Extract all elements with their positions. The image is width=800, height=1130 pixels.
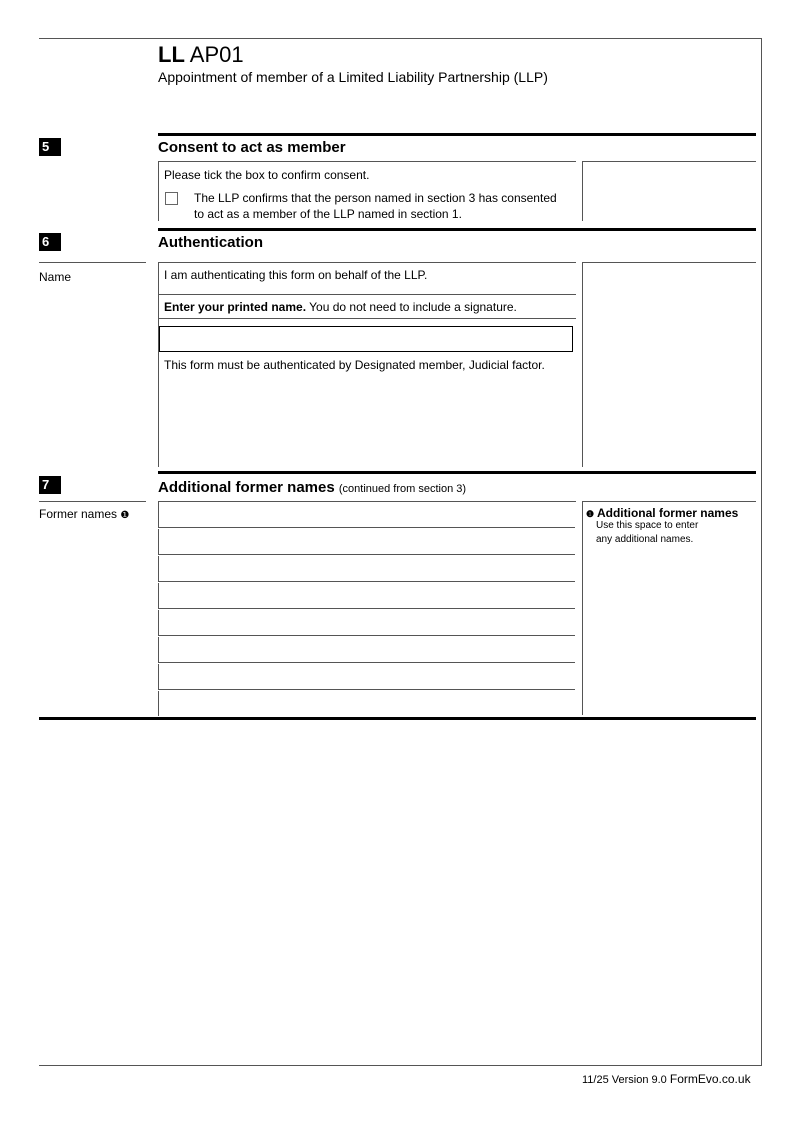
printed-name-rest: You do not need to include a signature. bbox=[306, 300, 517, 314]
bottom-border bbox=[39, 1065, 762, 1066]
former-name-row-3[interactable] bbox=[158, 556, 575, 582]
section6-mid-rule bbox=[582, 262, 583, 467]
section7-mid-rule bbox=[582, 501, 583, 715]
form-code-number: AP01 bbox=[189, 42, 244, 67]
footer-version: 11/25 Version 9.0 bbox=[582, 1074, 667, 1086]
consent-text-line2: to act as a member of the LLP named in section 1. bbox=[194, 207, 462, 221]
printed-name-instruction bbox=[164, 300, 517, 314]
section7-name-rule bbox=[39, 501, 146, 502]
section7-rule bbox=[158, 471, 756, 474]
section7-number: 7 bbox=[39, 476, 61, 494]
section5-title: Consent to act as member bbox=[158, 139, 346, 156]
note-title-text: Additional former names bbox=[596, 506, 739, 520]
footer-brand: FormEvo.co.uk bbox=[669, 1072, 751, 1086]
former-name-row-2[interactable] bbox=[158, 529, 575, 555]
section7-title bbox=[158, 479, 466, 496]
section5-instruction: Please tick the box to confirm consent. bbox=[164, 168, 370, 182]
section5-left-rule bbox=[158, 161, 159, 221]
section5-divider bbox=[158, 161, 576, 162]
instruction-divider bbox=[158, 318, 576, 319]
section7-side-divider bbox=[582, 501, 756, 502]
section6-side-divider bbox=[582, 262, 756, 263]
note-line2: any additional names. bbox=[596, 534, 694, 545]
former-name-row-5[interactable] bbox=[158, 610, 575, 636]
former-name-row-6[interactable] bbox=[158, 637, 575, 663]
section6-left-rule bbox=[158, 262, 159, 467]
section6-number: 6 bbox=[39, 233, 61, 251]
section5-rule bbox=[158, 133, 756, 136]
note-line1: Use this space to enter bbox=[596, 520, 699, 531]
authentication-statement: I am authenticating this form on behalf of the LLP. bbox=[164, 268, 428, 282]
printed-name-bold: Enter your printed name. bbox=[164, 300, 307, 314]
section7-title-main: Additional former names bbox=[158, 479, 335, 496]
form-code bbox=[158, 42, 244, 68]
note-info-icon: ❶ bbox=[586, 509, 595, 519]
former-name-row-1[interactable] bbox=[158, 502, 575, 528]
former-names-text: Former names bbox=[39, 507, 118, 521]
section5-side-divider bbox=[582, 161, 756, 162]
former-name-row-4[interactable] bbox=[158, 583, 575, 609]
section7-title-suffix: (continued from section 3) bbox=[338, 483, 467, 495]
form-subtitle: Appointment of member of a Limited Liability Partnership (LLP) bbox=[158, 69, 548, 85]
top-border bbox=[39, 38, 762, 39]
note-title bbox=[586, 506, 738, 520]
section5-mid-rule bbox=[582, 161, 583, 221]
footer bbox=[582, 1072, 751, 1086]
section5-number: 5 bbox=[39, 138, 61, 156]
authority-text: This form must be authenticated by Designated member, Judicial factor. bbox=[164, 358, 545, 372]
former-name-row-8[interactable] bbox=[158, 691, 575, 716]
section6-rule bbox=[158, 228, 756, 231]
former-name-row-7[interactable] bbox=[158, 664, 575, 690]
consent-checkbox[interactable] bbox=[165, 192, 178, 205]
section6-name-rule bbox=[39, 262, 146, 263]
former-names-label bbox=[39, 507, 129, 521]
form-code-bold: LL bbox=[158, 42, 185, 67]
statement-divider bbox=[158, 294, 576, 295]
info-icon: ❶ bbox=[120, 510, 130, 521]
right-border bbox=[761, 38, 762, 1065]
printed-name-input[interactable] bbox=[159, 326, 573, 352]
section7-bottom-rule bbox=[39, 717, 756, 720]
section6-title: Authentication bbox=[158, 234, 263, 251]
consent-text-line1: The LLP confirms that the person named in section 3 has consented bbox=[194, 191, 557, 205]
name-label: Name bbox=[39, 270, 72, 284]
section6-divider bbox=[158, 262, 576, 263]
